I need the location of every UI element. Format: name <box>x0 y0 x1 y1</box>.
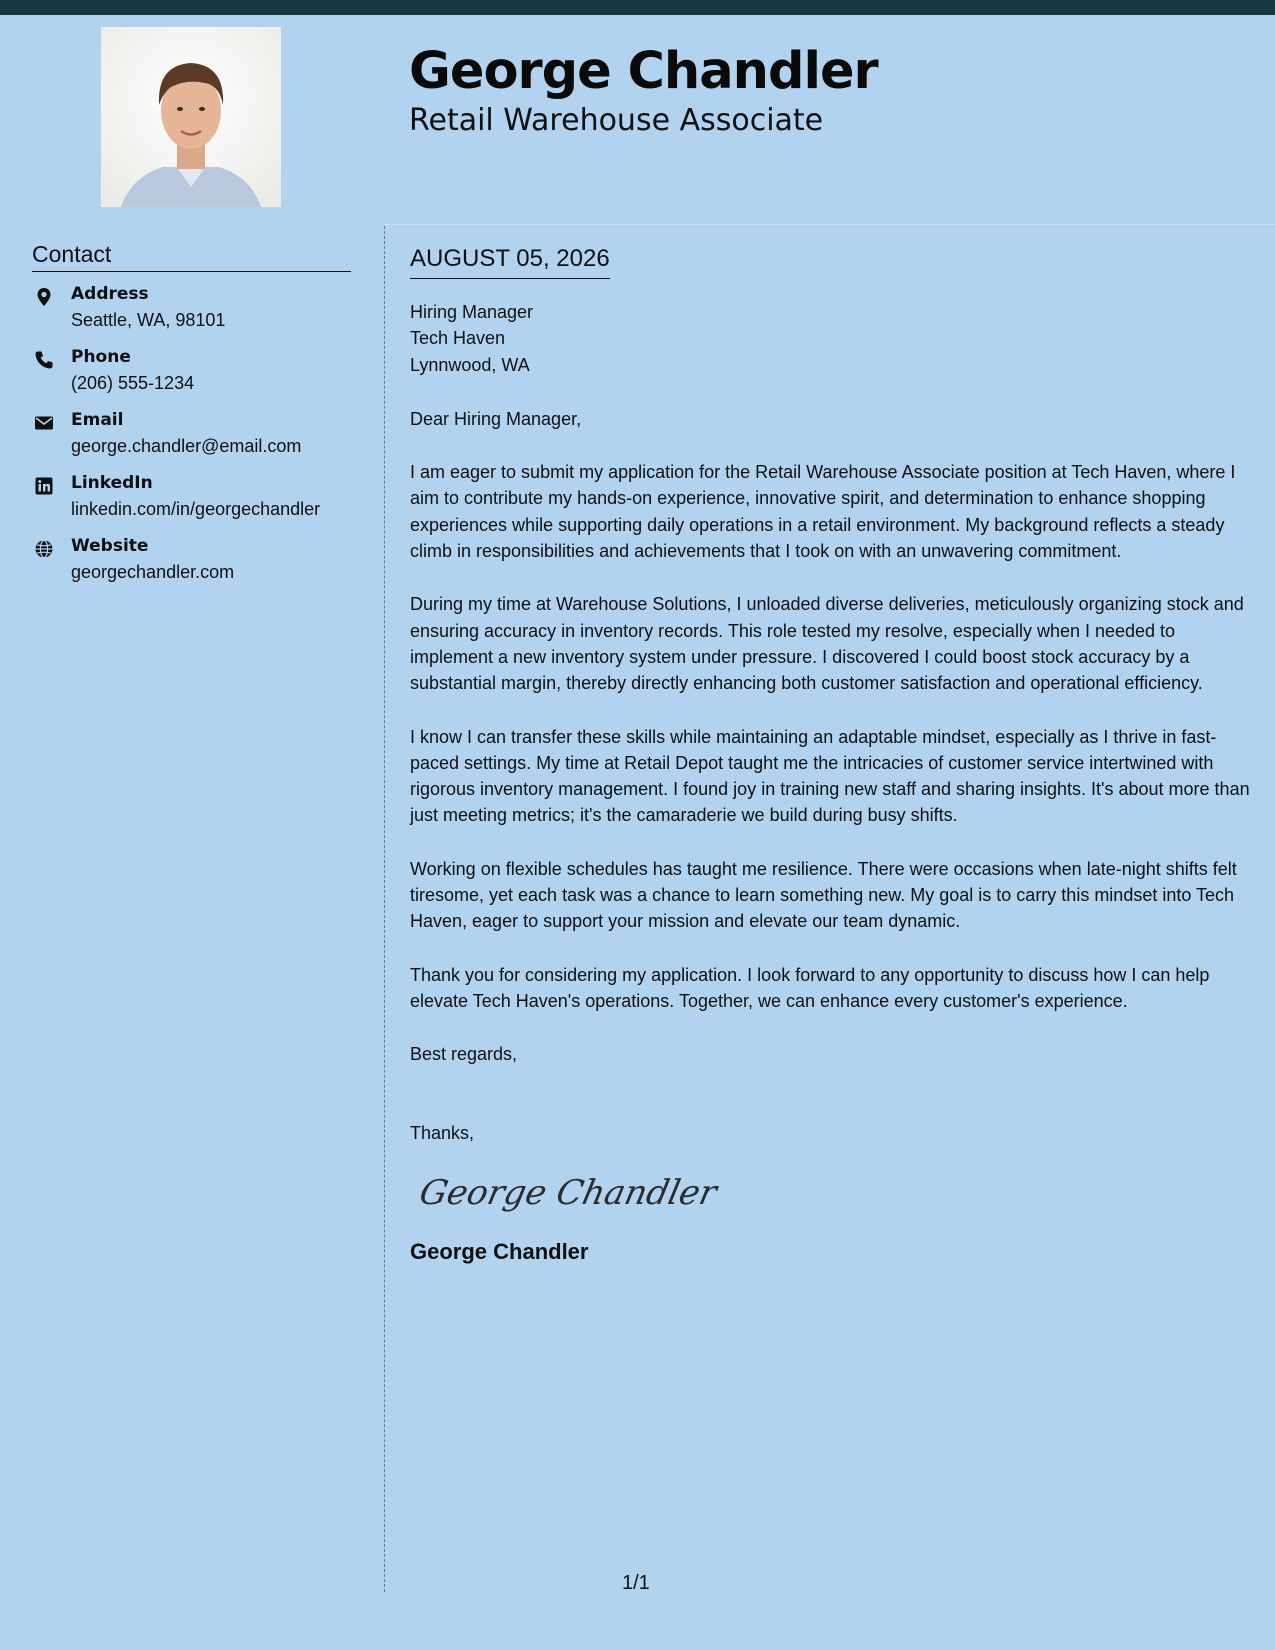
contact-item-phone <box>32 347 372 410</box>
candidate-name: George Chandler <box>409 42 878 101</box>
contact-value: george.chandler@email.com <box>71 436 302 456</box>
paragraph: Thank you for considering my application. I look forward to any opportunity to discuss how I can help elevate Tech Haven's operations. Together, we can enhance every customer's experience. <box>410 964 1210 1011</box>
contact-item-email <box>32 410 372 473</box>
thanks: Thanks, <box>410 1122 475 1143</box>
profile-photo <box>101 27 281 207</box>
paragraph: I know I can transfer these skills while maintaining an adaptable mindset, especially as I thrive in fast-paced settings. My time at Retail Depot taught me the intricacies of customer service intertwined with rigorous inventory management. I found joy in training new staff and sharing insights. It's about more than just meeting metrics; it's the camaraderie we build during busy shifts. <box>410 726 1250 826</box>
signature-image <box>414 1166 1258 1225</box>
paragraph: I am eager to submit my application for the Retail Warehouse Associate position at Tech Haven, where I aim to contribute my hands-on experience, innovative spirit, and determination to enhance shopping experiences while supporting daily operations in a retail environment. My background reflects a steady climb in responsibilities and achievements that I took on with an unwavering commitment. <box>410 462 1236 562</box>
phone-icon <box>34 350 54 370</box>
salutation: Dear Hiring Manager, <box>410 408 582 429</box>
recipient-block <box>410 299 1258 378</box>
contact-label: Website <box>71 536 149 556</box>
contact-label: Phone <box>71 347 131 367</box>
paragraph: During my time at Warehouse Solutions, I unloaded diverse deliveries, meticulously organizing stock and ensuring accuracy in inventory records. This role tested my resolve, especially when I needed to implement a new inventory system under pressure. I discovered I could boost stock accuracy by a substantial margin, thereby directly enhancing both customer satisfaction and operational efficiency. <box>410 594 1244 694</box>
linkedin-icon <box>34 476 54 496</box>
contact-value: Seattle, WA, 98101 <box>71 310 226 330</box>
envelope-icon <box>34 413 54 433</box>
letter-body <box>410 244 1258 1265</box>
contact-value: (206) 555-1234 <box>71 373 195 393</box>
signature-text: George Chandler <box>416 1173 721 1213</box>
recipient-company: Tech Haven <box>410 328 506 349</box>
paragraph: Working on flexible schedules has taught me resilience. There were occasions when late-night shifts felt tiresome, yet each task was a chance to learn something new. My goal is to carry this mindset into Tech Haven, eager to support your mission and elevate our team dynamic. <box>410 858 1237 932</box>
contact-value: linkedin.com/in/georgechandler <box>71 499 321 519</box>
top-bar <box>0 0 1275 15</box>
job-title: Retail Warehouse Associate <box>409 103 824 138</box>
contact-item-linkedin <box>32 473 372 536</box>
closing: Best regards, <box>410 1044 518 1065</box>
recipient-location: Lynnwood, WA <box>410 354 530 375</box>
location-pin-icon <box>34 287 54 307</box>
recipient-name: Hiring Manager <box>410 302 534 322</box>
column-divider <box>384 226 385 1592</box>
letter-date: AUGUST 05, 2026 <box>410 244 610 279</box>
contact-value: georgechandler.com <box>71 562 235 582</box>
contact-label: Address <box>71 284 149 304</box>
page-number: 1/1 <box>622 1572 650 1594</box>
contact-label: LinkedIn <box>71 473 153 493</box>
globe-icon <box>34 539 54 559</box>
contact-item-website <box>32 536 372 599</box>
header-divider <box>384 224 1275 225</box>
contact-item-address <box>32 284 372 347</box>
signature-name: George Chandler <box>410 1239 589 1265</box>
contact-label: Email <box>71 410 124 430</box>
contact-heading: Contact <box>32 241 351 272</box>
contact-list <box>32 284 372 599</box>
